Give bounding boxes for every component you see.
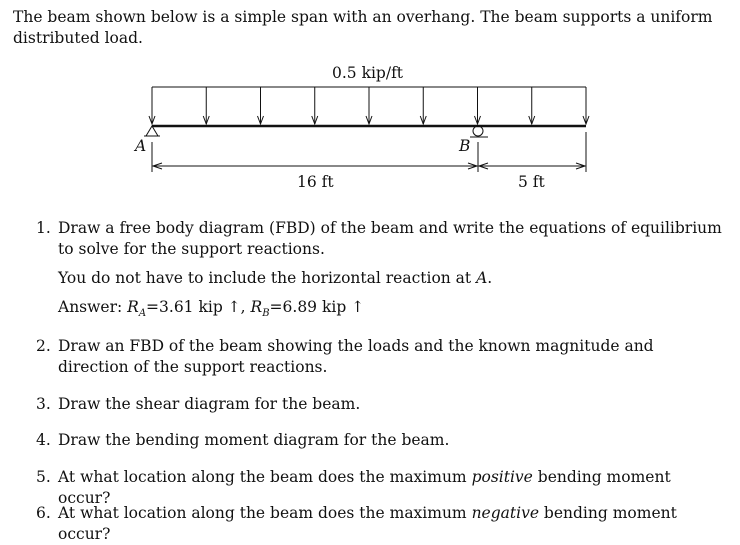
question-5-text-b: bending moment occur? [58, 468, 671, 507]
ra-subscript: A [138, 308, 147, 320]
load-arrow [203, 87, 209, 124]
load-arrows [149, 87, 589, 124]
load-arrow [149, 87, 155, 124]
question-6-text-b: bending moment occur? [58, 504, 677, 543]
question-1-text: Draw a free body diagram (FBD) of the beam and write the equations of equilibrium to solve for the support reactions. [58, 219, 722, 258]
question-1 [36, 218, 726, 260]
question-6-text [58, 503, 726, 545]
roller-support-b [470, 126, 488, 137]
note-line [58, 268, 492, 289]
question-5-number: 5. [36, 468, 51, 486]
note-text: You do not have to include the horizontal reaction at [58, 269, 477, 287]
ra-value: =3.61 kip ↑, [146, 298, 251, 316]
question-6 [36, 503, 726, 545]
rb-symbol: R [250, 298, 263, 316]
load-arrow [583, 87, 589, 124]
question-5-emphasis: positive [471, 468, 533, 486]
answer-label: Answer: [58, 298, 128, 316]
dim-line-16ft [153, 163, 477, 169]
rb-subscript: B [262, 308, 270, 320]
question-6-text-a: At what location along the beam does the maximum [58, 504, 472, 522]
question-2 [36, 336, 726, 378]
question-4-number: 4. [36, 431, 51, 449]
load-arrow [366, 87, 372, 124]
dim-line-5ft [479, 163, 585, 169]
beam-figure [120, 60, 610, 200]
question-1-number: 1. [36, 219, 51, 237]
rb-value: =6.89 kip ↑ [269, 298, 365, 316]
question-3-number: 3. [36, 395, 51, 413]
question-2-text: Draw an FBD of the beam showing the loads and the known magnitude and direction of the support reactions. [58, 337, 654, 376]
note-var: A [476, 269, 488, 287]
span-ab-label: 16 ft [297, 173, 334, 191]
question-5-text-a: At what location along the beam does the maximum [58, 468, 472, 486]
load-arrow [420, 87, 426, 124]
question-4 [36, 430, 726, 451]
pin-support-a [144, 126, 160, 136]
question-6-emphasis: negative [471, 504, 539, 522]
problem-intro: The beam shown below is a simple span with an overhang. The beam supports a uniform distributed load. [13, 8, 713, 47]
support-a-label: A [135, 137, 147, 155]
load-arrow [529, 87, 535, 124]
load-arrow [475, 87, 481, 124]
support-b-label: B [459, 137, 471, 155]
question-4-text: Draw the bending moment diagram for the beam. [58, 431, 450, 449]
ra-symbol: R [127, 298, 139, 316]
question-3-text: Draw the shear diagram for the beam. [58, 395, 361, 413]
load-arrow [258, 87, 264, 124]
answer-line [58, 297, 364, 324]
question-6-number: 6. [36, 504, 51, 522]
load-arrow [312, 87, 318, 124]
overhang-label: 5 ft [518, 173, 545, 191]
note-end: . [487, 269, 493, 287]
load-label: 0.5 kip/ft [332, 64, 404, 82]
question-2-number: 2. [36, 337, 51, 355]
question-3 [36, 394, 726, 415]
